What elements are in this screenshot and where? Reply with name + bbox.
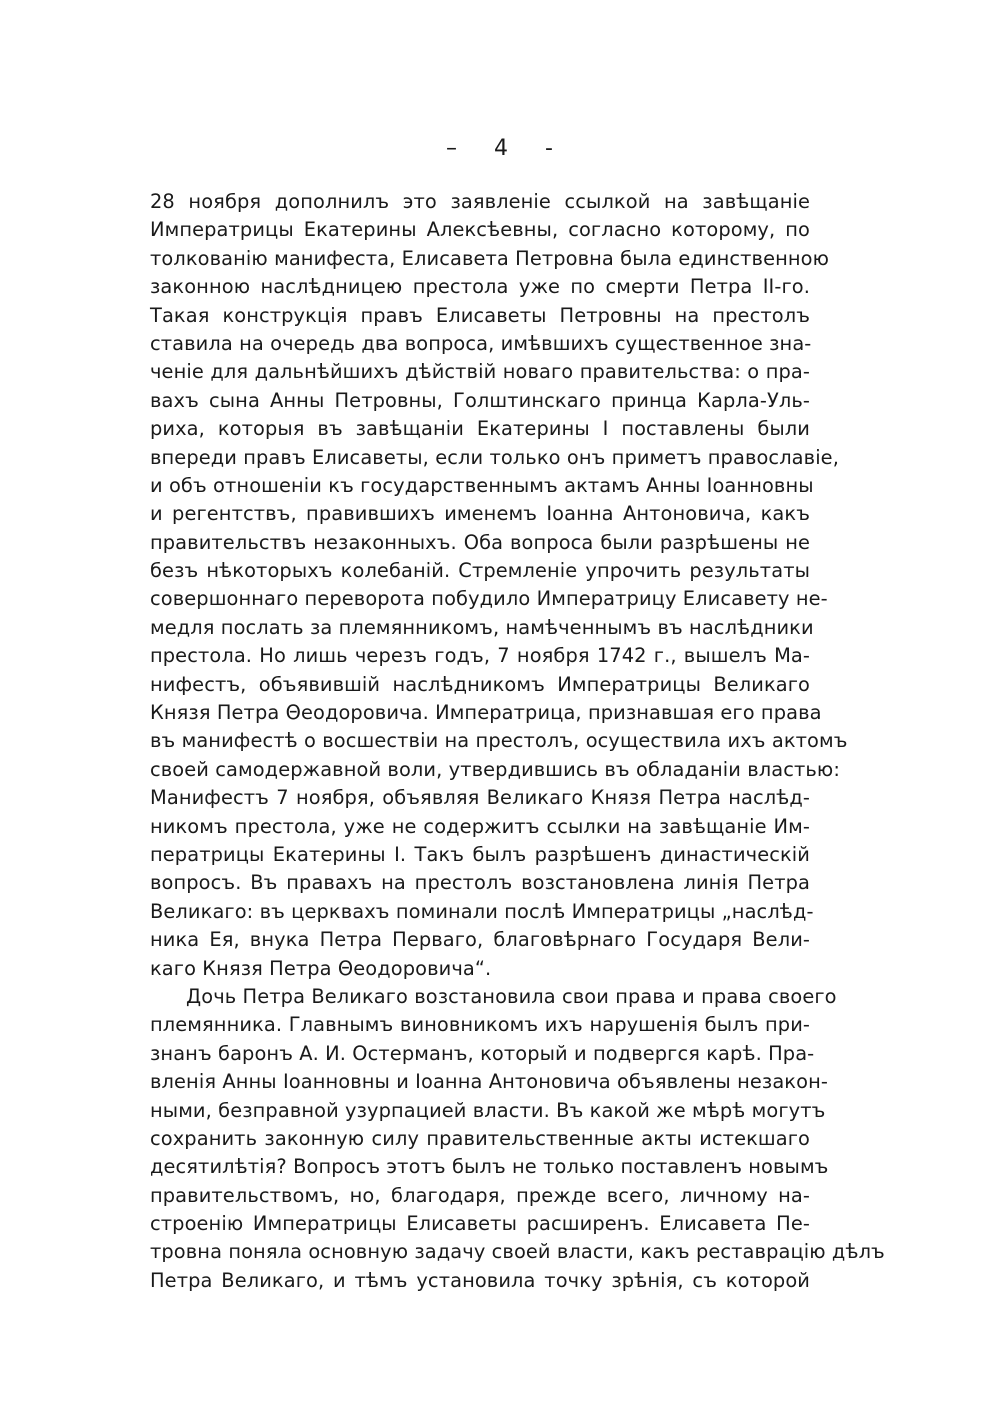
text-line: Императрицы Екатерины Алексѣевны, согласно которому, по xyxy=(150,218,810,242)
text-line: десятилѣтія? Вопросъ этотъ былъ не только поставленъ новымъ xyxy=(150,1155,829,1179)
text-line: риха, которыя въ завѣщаніи Екатерины I поставлены были xyxy=(150,417,810,441)
page-number-dash-right: - xyxy=(545,136,554,161)
text-line: знанъ баронъ А. И. Остерманъ, который и подвергся карѣ. Пра- xyxy=(150,1041,815,1065)
text-line: строенію Императрицы Елисаветы расширенъ. Елисавета Пе- xyxy=(150,1212,810,1236)
text-line: ника Ея, внука Петра Перваго, благовѣрнаго Государя Вели- xyxy=(150,928,810,952)
paragraph xyxy=(150,983,885,1295)
text-line: ными, безправной узурпацией власти. Въ какой же мѣрѣ могутъ xyxy=(150,1098,826,1122)
text-line: каго Князя Петра Θеодоровича“. xyxy=(150,956,492,980)
page-number-dash-left: – xyxy=(446,136,459,161)
text-line: нифестъ, объявившій наслѣдникомъ Императрицы Великаго xyxy=(150,672,810,696)
text-line: Манифестъ 7 ноября, объявляя Великаго Князя Петра наслѣд- xyxy=(150,786,810,810)
text-line: вопросъ. Въ правахъ на престолъ возстановлена линія Петра xyxy=(150,871,810,895)
text-line: вленія Анны Іоанновны и Іоанна Антоновича объявлены незакон- xyxy=(150,1070,828,1094)
body-text xyxy=(150,188,885,1295)
text-line: медля послать за племянникомъ, намѣченнымъ въ наслѣдники xyxy=(150,615,814,639)
text-line: вахъ сына Анны Петровны, Голштинскаго принца Карла-Уль- xyxy=(150,388,810,412)
text-line: толкованію манифеста, Елисавета Петровна была единственною xyxy=(150,246,830,270)
text-line: престола. Но лишь черезъ годъ, 7 ноября 1742 г., вышелъ Ма- xyxy=(150,644,810,668)
page-number-value: 4 xyxy=(494,136,510,161)
text-line: и регентствъ, правившихъ именемъ Іоанна Антоновича, какъ xyxy=(150,502,810,526)
page-number xyxy=(0,136,1000,161)
text-line: сохранить законную силу правительственные акты истекшаго xyxy=(150,1126,810,1150)
text-line: ставила на очередь два вопроса, имѣвшихъ существенное зна- xyxy=(150,331,812,355)
text-line: впереди правъ Елисаветы, если только онъ приметъ православіе, xyxy=(150,445,839,469)
text-line: тровна поняла основную задачу своей власти, какъ реставрацію дѣлъ xyxy=(150,1240,885,1264)
text-line: совершоннаго переворота побудило Императрицу Елисавету не- xyxy=(150,587,828,611)
text-line: племянника. Главнымъ виновникомъ ихъ нарушенія былъ при- xyxy=(150,1013,810,1037)
text-line: и объ отношеніи къ государственнымъ актамъ Анны Іоанновны xyxy=(150,473,814,497)
text-line: никомъ престола, уже не содержитъ ссылки на завѣщаніе Им- xyxy=(150,814,810,838)
text-line: Петра Великаго, и тѣмъ установила точку зрѣнія, съ которой xyxy=(150,1268,810,1292)
text-line: ператрицы Екатерины I. Такъ былъ разрѣшенъ династическій xyxy=(150,842,810,866)
text-line: Великаго: въ церквахъ поминали послѣ Императрицы „наслѣд- xyxy=(150,899,814,923)
paragraph xyxy=(150,188,848,983)
text-line: Дочь Петра Великаго возстановила свои права и права своего xyxy=(186,984,837,1008)
text-line: Князя Петра Θеодоровича. Императрица, признавшая его права xyxy=(150,701,822,725)
text-line: 28 ноября дополнилъ это заявленіе ссылкой на завѣщаніе xyxy=(150,190,810,213)
text-line: правительствъ незаконныхъ. Оба вопроса были разрѣшены не xyxy=(150,530,810,554)
text-line: ченіе для дальнѣйшихъ дѣйствій новаго правительства: о пра- xyxy=(150,360,810,384)
text-line: въ манифестѣ о восшествіи на престолъ, осуществила ихъ актомъ xyxy=(150,729,848,753)
text-line: своей самодержавной воли, утвердившись въ обладаніи властью: xyxy=(150,757,840,781)
text-line: законною наслѣдницею престола уже по смерти Петра II-го. xyxy=(150,275,810,299)
text-line: правительствомъ, но, благодаря, прежде всего, личному на- xyxy=(150,1183,810,1207)
text-line: безъ нѣкоторыхъ колебаній. Стремленіе упрочить результаты xyxy=(150,559,810,583)
text-line: Такая конструкція правъ Елисаветы Петровны на престолъ xyxy=(150,303,810,327)
